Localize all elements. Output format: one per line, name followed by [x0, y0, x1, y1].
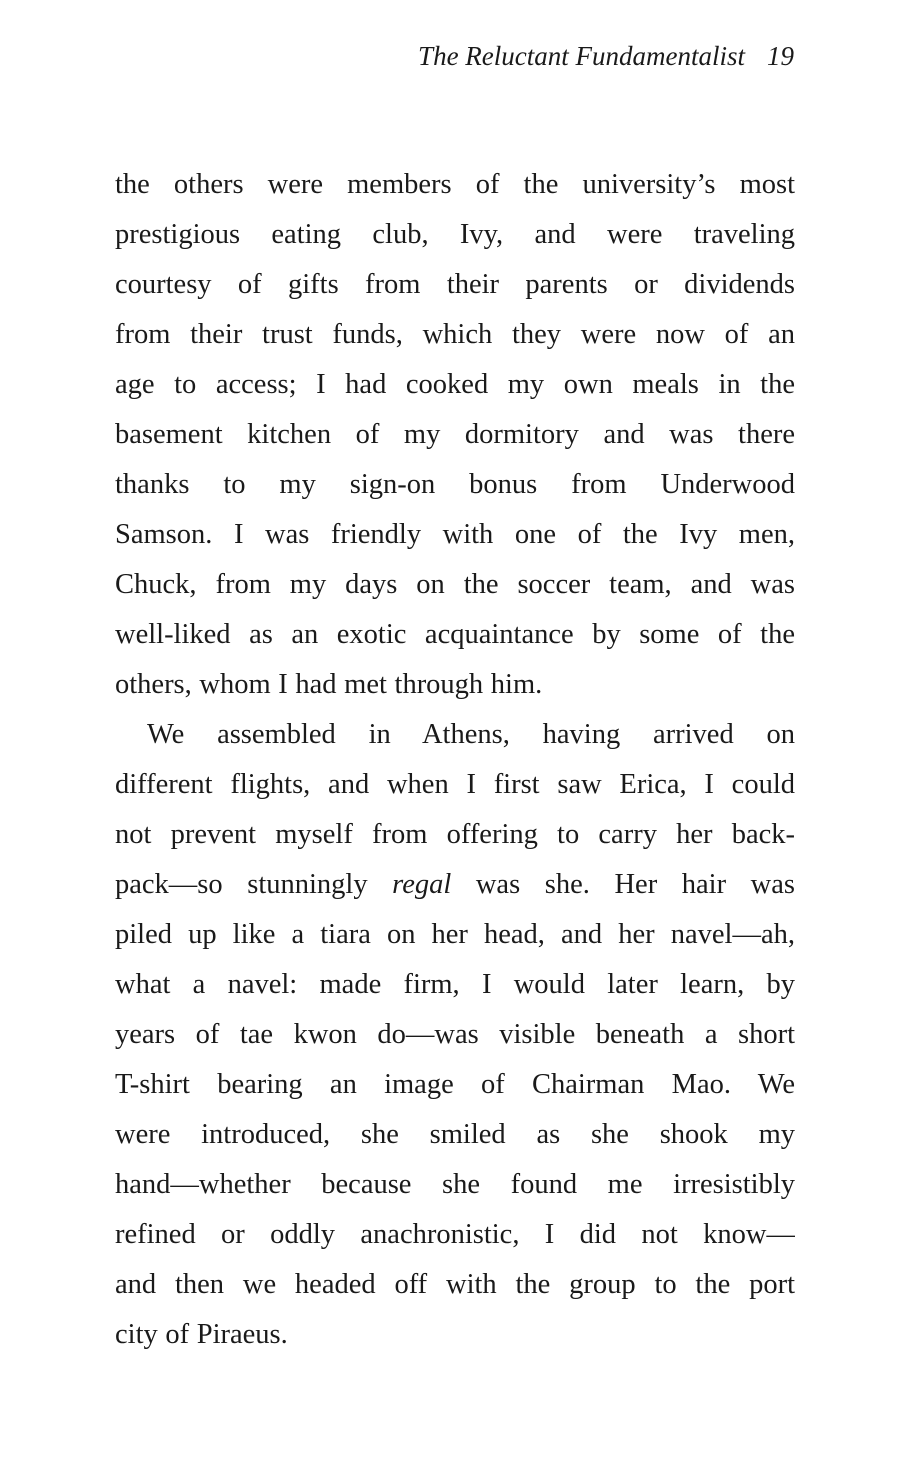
text-line: basement kitchen of my dormitory and was there	[115, 419, 795, 450]
text-line: from their trust funds, which they were now of an	[115, 319, 795, 350]
paragraph-2	[115, 710, 795, 1360]
text-line: refined or oddly anachronistic, I did not know—	[115, 1219, 795, 1250]
text-line: were introduced, she smiled as she shook my	[115, 1119, 795, 1150]
text-line: We assembled in Athens, having arrived on	[147, 719, 795, 750]
book-title: The Reluctant Fundamentalist	[418, 41, 745, 71]
text-line-with-italic: pack—so stunningly regal was she. Her hair was	[115, 869, 795, 900]
text-line: years of tae kwon do—was visible beneath a short	[115, 1019, 795, 1050]
text-line: others, whom I had met through him.	[115, 669, 543, 700]
text-line: different flights, and when I first saw Erica, I could	[115, 769, 795, 800]
text-line: T-shirt bearing an image of Chairman Mao. We	[115, 1069, 795, 1100]
text-line: hand—whether because she found me irresistibly	[115, 1169, 795, 1200]
text-line: age to access; I had cooked my own meals in the	[115, 369, 795, 400]
text-line: piled up like a tiara on her head, and her navel—ah,	[115, 919, 795, 950]
text-line: city of Piraeus.	[115, 1319, 288, 1350]
text-line: what a navel: made firm, I would later learn, by	[115, 969, 795, 1000]
text-line: Chuck, from my days on the soccer team, and was	[115, 569, 795, 600]
body-text	[115, 160, 795, 1360]
paragraph-1	[115, 160, 795, 710]
running-head	[418, 40, 794, 72]
text-line: not prevent myself from offering to carry her back-	[115, 819, 795, 850]
text-line: thanks to my sign-on bonus from Underwood	[115, 469, 795, 500]
text-line: and then we headed off with the group to the port	[115, 1269, 795, 1300]
text-line: courtesy of gifts from their parents or dividends	[115, 269, 795, 300]
text-line: Samson. I was friendly with one of the Ivy men,	[115, 519, 795, 550]
text-line: the others were members of the university’s most	[115, 169, 795, 200]
page-number: 19	[767, 41, 794, 71]
text-line: prestigious eating club, Ivy, and were traveling	[115, 219, 795, 250]
text-line: well-liked as an exotic acquaintance by some of the	[115, 619, 795, 650]
